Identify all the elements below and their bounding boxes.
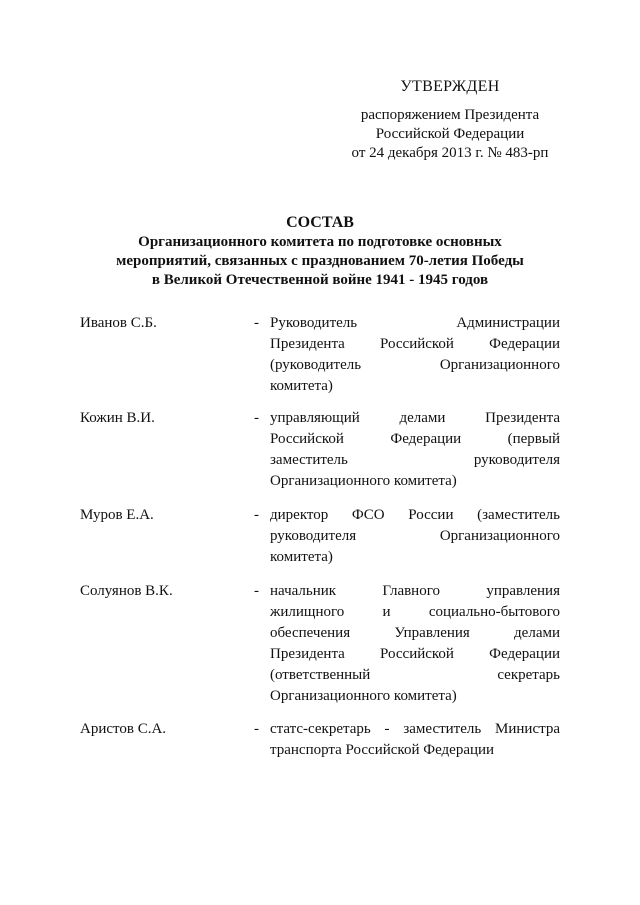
member-position [270,719,560,761]
position-line: Организационного комитета) [270,473,457,489]
position-line: Руководитель Администрации [270,315,560,331]
position-line: транспорта Российской Федерации [270,742,495,758]
position-line: Организационного комитета) [270,688,457,704]
member-dash: - [254,583,259,599]
position-line: Президента Российской Федерации [270,336,560,352]
position-line: директор ФСО России (заместитель [270,507,560,523]
approval-heading: УТВЕРЖДЕН [400,78,500,95]
position-line: (ответственный секретарь [270,667,560,683]
member-name: Аристов С.А. [80,721,167,737]
title-line: Организационного комитета по подготовке основных [138,234,502,250]
position-line: руководителя Организационного [270,528,560,544]
title-line: в Великой Отечественной войне 1941 - 1945 годов [151,272,489,288]
approval-line: от 24 декабря 2013 г. № 483-рп [351,145,549,161]
member-dash: - [254,410,259,426]
member-dash: - [254,315,259,331]
position-line: статс-секретарь - заместитель Министра [270,721,560,737]
member-name: Иванов С.Б. [80,315,157,331]
member-dash: - [254,507,259,523]
member-position [270,313,560,397]
position-line: комитета) [270,378,333,394]
position-line: жилищного и социально-бытового [270,604,560,620]
position-line: обеспечения Управления делами [270,625,560,641]
member-position [270,408,560,492]
member-position [270,581,560,707]
position-line: управляющий делами Президента [270,410,560,426]
position-line: начальник Главного управления [270,583,560,599]
position-line: Российской Федерации (первый [270,431,560,447]
member-name: Кожин В.И. [80,410,155,426]
position-line: комитета) [270,549,333,565]
approval-line: Российской Федерации [375,126,525,142]
position-line: (руководитель Организационного [270,357,560,373]
member-name: Муров Е.А. [80,507,154,523]
approval-block [330,78,570,163]
document-title [60,213,580,290]
approval-line: распоряжением Президента [360,107,540,123]
member-position [270,505,560,568]
position-line: Президента Российской Федерации [270,646,560,662]
member-dash: - [254,721,259,737]
member-name: Солуянов В.К. [80,583,173,599]
title-main: СОСТАВ [286,214,354,231]
title-line: мероприятий, связанных с празднованием 70-летия Победы [116,253,524,269]
position-line: заместитель руководителя [270,452,560,468]
